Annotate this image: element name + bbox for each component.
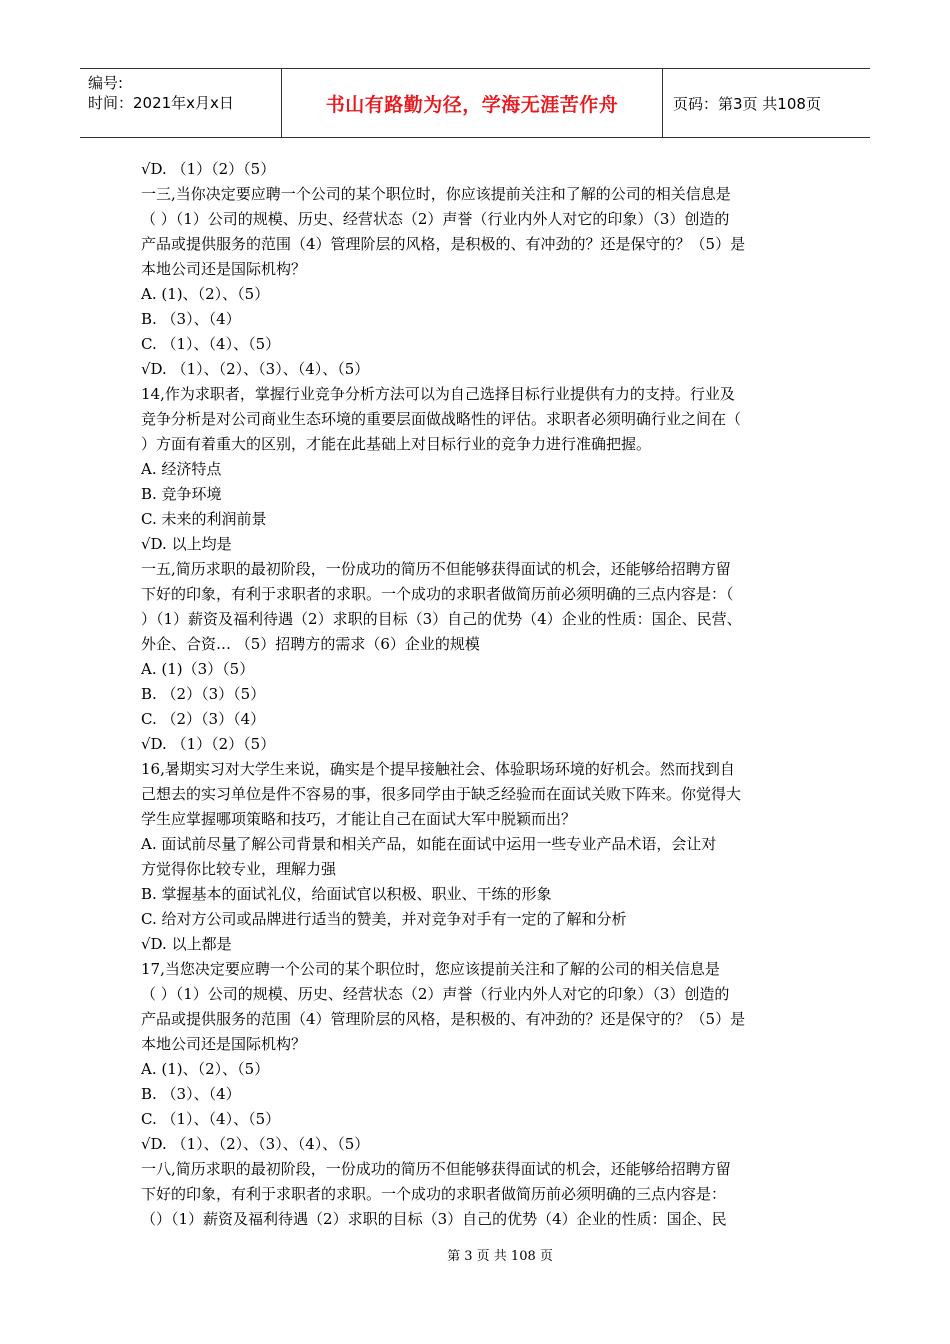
page-footer: 第 3 页 共 108 页 — [447, 1249, 553, 1264]
text-line: A. 面试前尽量了解公司背景和相关产品，如能在面试中运用一些专业产品术语，会让对 — [141, 835, 717, 853]
text-line: 17,当您决定要应聘一个公司的某个职位时，您应该提前关注和了解的公司的相关信息是 — [141, 960, 720, 978]
text-line: B. （3）、（4） — [141, 310, 241, 328]
text-line: C. 未来的利润前景 — [141, 510, 267, 528]
text-line: √D. （1）（2）（5） — [141, 735, 276, 753]
text-line: 外企、合资… （5）招聘方的需求（6）企业的规模 — [141, 635, 480, 653]
motto: 书山有路勤为径，学海无涯苦作舟 — [282, 69, 663, 137]
text-line: 一八,简历求职的最初阶段，一份成功的简历不但能够获得面试的机会，还能够给招聘方留 — [141, 1160, 731, 1178]
text-line: ）方面有着重大的区别，才能在此基础上对目标行业的竞争力进行准确把握。 — [141, 435, 652, 453]
text-line: 一五,简历求职的最初阶段，一份成功的简历不但能够获得面试的机会，还能够给招聘方留 — [141, 560, 731, 578]
text-line: C. （1）、（4）、（5） — [141, 335, 281, 353]
header-left-cell — [80, 69, 282, 137]
text-line: （ ）（1）公司的规模、历史、经营状态（2）声誉（行业内外人对它的印象）（3）创造的 — [141, 985, 730, 1003]
text-line: （）（1）薪资及福利待遇（2）求职的目标（3）自己的优势（4）企业的性质：国企、民 — [141, 1210, 727, 1228]
text-line: 己想去的实习单位是件不容易的事，很多同学由于缺乏经验而在面试关败下阵来。你觉得大 — [141, 785, 742, 803]
page-info: 页码：第3页 共108页 — [673, 94, 821, 113]
text-line: 方觉得你比较专业，理解力强 — [141, 860, 337, 878]
text-line: 16,暑期实习对大学生来说，确实是个提早接触社会、体验职场环境的好机会。然而找到自 — [141, 760, 735, 778]
text-line: B. （2）（3）（5） — [141, 685, 266, 703]
text-line: √D. 以上均是 — [141, 535, 232, 553]
text-line: ）（1）薪资及福利待遇（2）求职的目标（3）自己的优势（4）企业的性质：国企、民营、 — [141, 610, 742, 628]
text-line: B. 竞争环境 — [141, 485, 222, 503]
text-line: √D. （1）、（2）、（3）、（4）、（5） — [141, 360, 370, 378]
page-header — [80, 68, 870, 138]
text-line: B. 掌握基本的面试礼仪，给面试官以积极、职业、干练的形象 — [141, 885, 552, 903]
text-line: √D. （1）（2）（5） — [141, 160, 276, 178]
text-line: C. （1）、（4）、（5） — [141, 1110, 281, 1128]
text-line: 学生应掌握哪项策略和技巧，才能让自己在面试大军中脱颖而出？ — [141, 810, 577, 828]
text-line: 14,作为求职者，掌握行业竞争分析方法可以为自己选择目标行业提供有力的支持。行业及 — [141, 385, 735, 403]
time-label: 时间：2021年x月x日 — [88, 94, 234, 112]
text-line: A. 经济特点 — [141, 460, 222, 478]
text-line: 一三,当你决定要应聘一个公司的某个职位时，你应该提前关注和了解的公司的相关信息是 — [141, 185, 731, 203]
text-line: 产品或提供服务的范围（4）管理阶层的风格，是积极的、有冲劲的？还是保守的？（5）是 — [141, 1010, 746, 1028]
text-line: √D. 以上都是 — [141, 935, 232, 953]
text-line: 下好的印象，有利于求职者的求职。一个成功的求职者做简历前必须明确的三点内容是：（ — [141, 585, 734, 603]
text-line: C. 给对方公司或品牌进行适当的赞美，并对竞争对手有一定的了解和分析 — [141, 910, 627, 928]
text-line: A. (1)、（2）、（5） — [141, 285, 270, 303]
text-line: 竞争分析是对公司商业生态环境的重要层面做战略性的评估。求职者必须明确行业之间在（ — [141, 410, 742, 428]
text-line: A. (1)（3）（5） — [141, 660, 255, 678]
text-line: A. (1)、（2）、（5） — [141, 1060, 270, 1078]
text-line: 下好的印象，有利于求职者的求职。一个成功的求职者做简历前必须明确的三点内容是： — [141, 1185, 727, 1203]
text-line: B. （3）、（4） — [141, 1085, 241, 1103]
text-line: √D. （1）、（2）、（3）、（4）、（5） — [141, 1135, 370, 1153]
text-line: 本地公司还是国际机构？ — [141, 1035, 307, 1053]
document-body — [141, 157, 821, 1232]
text-line: 本地公司还是国际机构？ — [141, 260, 307, 278]
text-line: 产品或提供服务的范围（4）管理阶层的风格，是积极的、有冲劲的？还是保守的？（5）是 — [141, 235, 746, 253]
number-label: 编号: — [88, 74, 124, 92]
text-line: C. （2）（3）（4） — [141, 710, 266, 728]
text-line: （ ）（1）公司的规模、历史、经营状态（2）声誉（行业内外人对它的印象）（3）创造的 — [141, 210, 730, 228]
